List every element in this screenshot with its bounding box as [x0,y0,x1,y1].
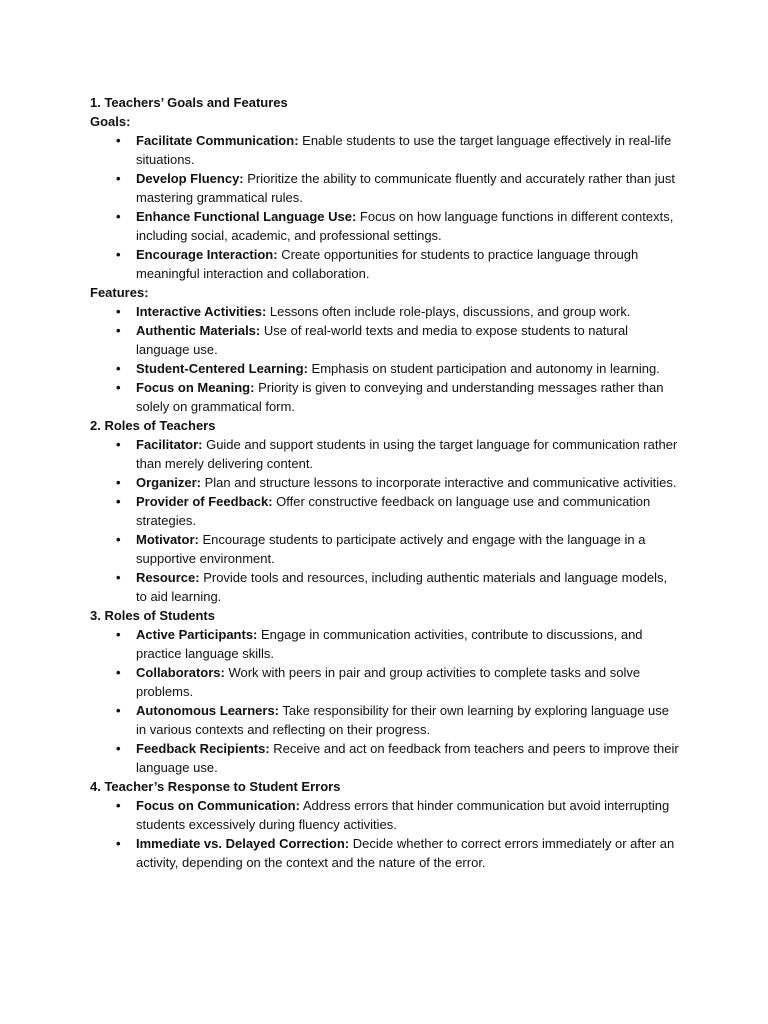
item-term: Develop Fluency: [136,171,244,186]
item-text: Work with peers in pair and group activities to complete tasks and solve problems. [136,665,641,699]
bullet-icon: • [116,171,121,186]
bullet-icon: • [116,380,121,395]
item-text: Enable students to use the target language effectively in real-life situations. [136,133,672,167]
item-term: Enhance Functional Language Use: [136,209,357,224]
bullet-icon: • [116,323,121,338]
item-term: Student-Centered Learning: [136,361,308,376]
list-item [90,796,680,834]
item-text: Receive and act on feedback from teachers and peers to improve their language use. [136,741,679,775]
list-item [90,435,680,473]
list-item [90,359,680,378]
teacher-roles-list [90,435,680,606]
item-text: Lessons often include role-plays, discussions, and group work. [266,304,631,319]
bullet-icon: • [116,741,121,756]
bullet-icon: • [116,494,121,509]
features-list [90,302,680,416]
list-item [90,207,680,245]
item-term: Feedback Recipients: [136,741,270,756]
list-item [90,321,680,359]
section-heading: 3. Roles of Students [90,608,215,623]
item-text: Prioritize the ability to communicate fluently and accurately rather than just mastering grammatical rules. [136,171,676,205]
section-heading: 2. Roles of Teachers [90,418,216,433]
item-text: Use of real-world texts and media to expose students to natural language use. [136,323,629,357]
bullet-icon: • [116,798,121,813]
list-item [90,739,680,777]
item-term: Motivator: [136,532,199,547]
list-item [90,302,680,321]
item-text: Take responsibility for their own learning by exploring language use in various contexts and reflecting on their progress. [136,703,670,737]
item-text: Priority is given to conveying and understanding messages rather than solely on grammatical form. [136,380,664,414]
list-item [90,568,680,606]
list-item [90,663,680,701]
list-item [90,378,680,416]
list-item [90,131,680,169]
subsection-heading: Goals: [90,114,131,129]
bullet-icon: • [116,304,121,319]
section-heading: 1. Teachers’ Goals and Features [90,95,288,110]
bullet-icon: • [116,665,121,680]
item-text: Guide and support students in using the target language for communication rather than merely delivering content. [136,437,678,471]
item-term: Collaborators: [136,665,225,680]
item-text: Focus on how language functions in different contexts, including social, academic, and professional settings. [136,209,674,243]
item-term: Authentic Materials: [136,323,261,338]
error-response-list [90,796,680,872]
list-item [90,625,680,663]
item-term: Focus on Communication: [136,798,300,813]
bullet-icon: • [116,627,121,642]
bullet-icon: • [116,437,121,452]
section-heading: 4. Teacher’s Response to Student Errors [90,779,341,794]
item-text: Decide whether to correct errors immediately or after an activity, depending on the context and the nature of the error. [136,836,675,870]
bullet-icon: • [116,361,121,376]
list-item [90,701,680,739]
bullet-icon: • [116,836,121,851]
item-text: Engage in communication activities, contribute to discussions, and practice language skills. [136,627,643,661]
item-text: Plan and structure lessons to incorporate interactive and communicative activities. [201,475,677,490]
item-term: Provider of Feedback: [136,494,273,509]
item-term: Immediate vs. Delayed Correction: [136,836,350,851]
item-term: Autonomous Learners: [136,703,280,718]
bullet-icon: • [116,247,121,262]
item-term: Facilitate Communication: [136,133,299,148]
list-item [90,492,680,530]
list-item [90,245,680,283]
bullet-icon: • [116,532,121,547]
subsection-heading: Features: [90,285,149,300]
document-page [90,93,680,872]
bullet-icon: • [116,703,121,718]
bullet-icon: • [116,570,121,585]
bullet-icon: • [116,209,121,224]
item-text: Emphasis on student participation and autonomy in learning. [307,361,660,376]
student-roles-list [90,625,680,777]
goals-list [90,131,680,283]
list-item [90,169,680,207]
list-item [90,834,680,872]
item-term: Active Participants: [136,627,258,642]
item-term: Organizer: [136,475,202,490]
list-item [90,530,680,568]
item-text: Offer constructive feedback on language use and communication strategies. [136,494,651,528]
bullet-icon: • [116,475,121,490]
item-term: Facilitator: [136,437,203,452]
item-text: Encourage students to participate actively and engage with the language in a supportive environment. [136,532,646,566]
item-term: Resource: [136,570,200,585]
list-item [90,473,680,492]
item-term: Encourage Interaction: [136,247,278,262]
bullet-icon: • [116,133,121,148]
item-term: Focus on Meaning: [136,380,255,395]
item-text: Address errors that hinder communication but avoid interrupting students excessively during fluency activities. [136,798,670,832]
item-text: Create opportunities for students to practice language through meaningful interaction and collaboration. [136,247,639,281]
item-text: Provide tools and resources, including authentic materials and language models, to aid learning. [136,570,668,604]
item-term: Interactive Activities: [136,304,267,319]
